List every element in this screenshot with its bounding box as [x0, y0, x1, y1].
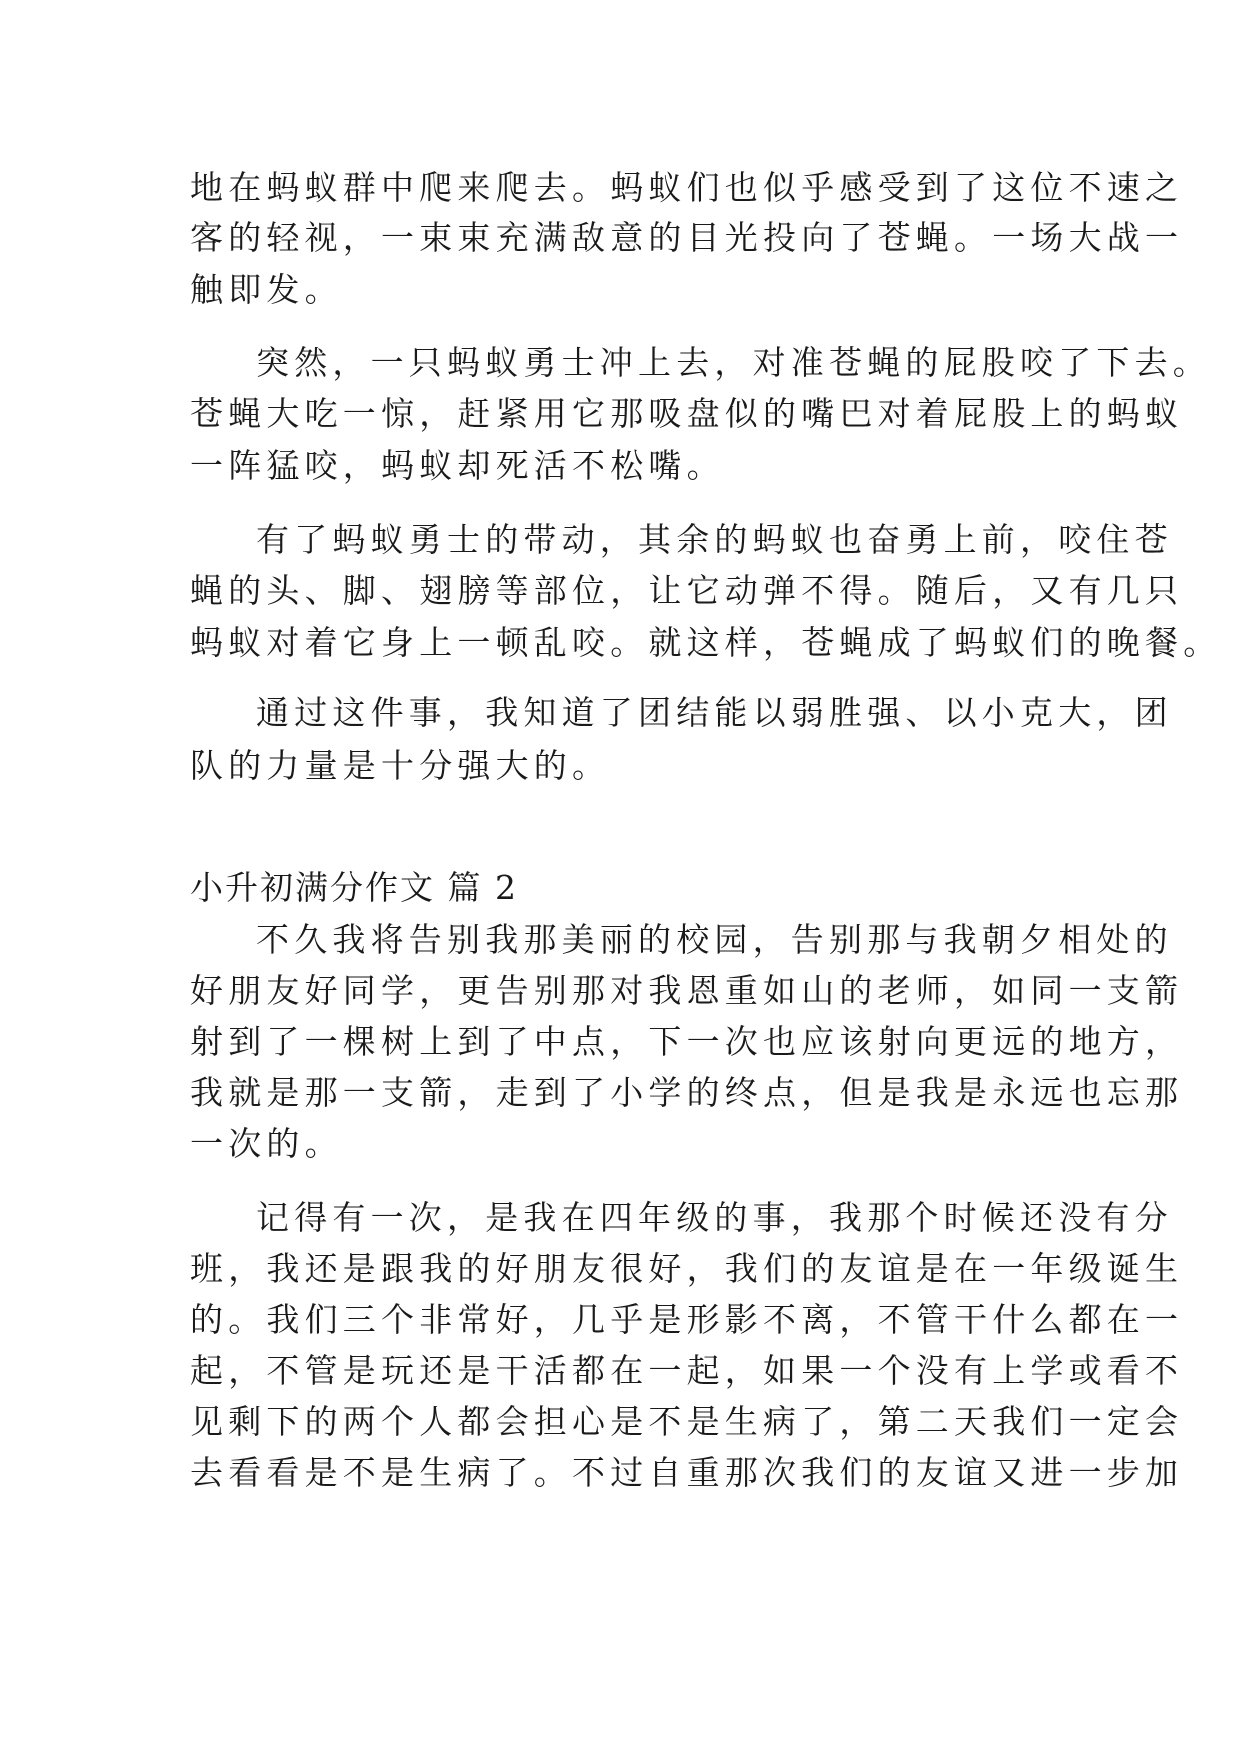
text-line: 的。我们三个非常好，几乎是形影不离，不管干什么都在一 — [190, 1300, 1184, 1339]
paragraph-start-line: 突然，一只蚂蚁勇士冲上去，对准苍蝇的屁股咬了下去。 — [256, 343, 1211, 382]
paragraph-start-line: 有了蚂蚁勇士的带动，其余的蚂蚁也奋勇上前，咬住苍 — [256, 520, 1173, 559]
text-line: 队的力量是十分强大的。 — [190, 746, 611, 785]
text-line: 起，不管是玩还是干活都在一起，如果一个没有上学或看不 — [190, 1351, 1184, 1390]
section-heading: 小升初满分作文 篇 2 — [190, 868, 518, 907]
text-line: 地在蚂蚁群中爬来爬去。蚂蚁们也似乎感受到了这位不速之 — [190, 168, 1184, 207]
text-line: 客的轻视，一束束充满敌意的目光投向了苍蝇。一场大战一 — [190, 218, 1184, 257]
text-line: 好朋友好同学，更告别那对我恩重如山的老师，如同一支箭 — [190, 971, 1184, 1010]
paragraph-start-line: 通过这件事，我知道了团结能以弱胜强、以小克大，团 — [256, 693, 1173, 732]
text-line: 见剩下的两个人都会担心是不是生病了，第二天我们一定会 — [190, 1402, 1184, 1441]
text-line: 一次的。 — [190, 1124, 343, 1163]
text-line: 去看看是不是生病了。不过自重那次我们的友谊又进一步加 — [190, 1453, 1184, 1492]
text-line: 蚂蚁对着它身上一顿乱咬。就这样，苍蝇成了蚂蚁们的晚餐。 — [190, 623, 1222, 662]
paragraph-start-line: 不久我将告别我那美丽的校园，告别那与我朝夕相处的 — [256, 920, 1173, 959]
text-line: 我就是那一支箭，走到了小学的终点，但是我是永远也忘那 — [190, 1073, 1184, 1112]
text-line: 触即发。 — [190, 270, 343, 309]
text-line: 班，我还是跟我的好朋友很好，我们的友谊是在一年级诞生 — [190, 1249, 1184, 1288]
text-line: 一阵猛咬，蚂蚁却死活不松嘴。 — [190, 446, 725, 485]
text-line: 苍蝇大吃一惊，赶紧用它那吸盘似的嘴巴对着屁股上的蚂蚁 — [190, 394, 1184, 433]
text-line: 蝇的头、脚、翅膀等部位，让它动弹不得。随后，又有几只 — [190, 571, 1184, 610]
paragraph-start-line: 记得有一次，是我在四年级的事，我那个时候还没有分 — [256, 1198, 1173, 1237]
text-line: 射到了一棵树上到了中点，下一次也应该射向更远的地方， — [190, 1022, 1184, 1061]
